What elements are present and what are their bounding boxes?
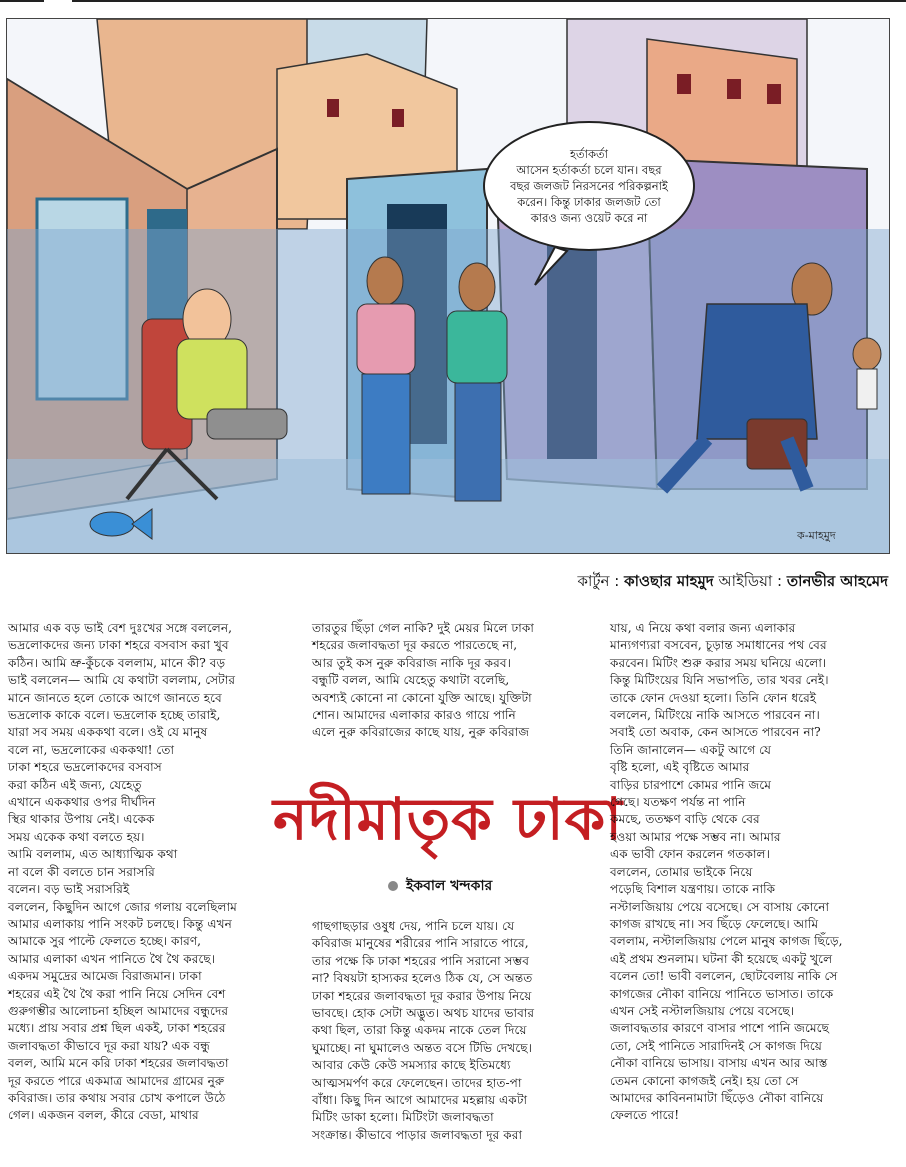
cartoonist-name: কাওছার মাহমুদ xyxy=(624,572,714,590)
article-column-2-bottom: গাছগাছড়ার ওষুধ দেয়, পানি চলে যায়। যে কবিরাজ মানুষের শরীরের পানি সারাতে পারে, তার পক্ষে কি ঢাকা শহরের পানি সরানো সম্ভব না? বিষয়টা হাস্যকর হলেও ঠিক যে, সে অন্তত ঢাকা শহরের জলাবদ্ধতা দূর করার উপায় নিয়ে ভাবছে। হোক সেটা অদ্ভুত। অথচ যাদের ভাবার কথা ছিল, তারা কিন্তু একদম নাকে তেল দিয়ে ঘুমাচ্ছে। না ঘুমালেও অন্তত বসে টিভি দেখছে। আবার কেউ কেউ সমস্যার কাছে ইতিমধ্যে আত্মসমর্পণ করে ফেলেছেন। তাদের হাত-পা বাঁধা। কিছু দিন আগে আমাদের মহল্লায় একটা মিটিং ডাকা হলো। মিটিংটা জলাবদ্ধতা সংক্রান্ত। কীভাবে পাড়ার জলাবদ্ধতা দূর করা xyxy=(312,919,535,1142)
article-column-1: আমার এক বড় ভাই বেশ দুঃখের সঙ্গে বললেন, ভদ্রলোকদের জন্য ঢাকা শহরে বসবাস করা খুব কঠিন। আমি ভ্রু-কুঁচকে বললাম, মানে কী? বড় ভাই বললেন— আমি যে কথাটা বললাম, সেটার মানে জানতে হলে তোকে আগে জানতে হবে ভদ্রলোক কাকে বলে। ভদ্রলোক হচ্ছে তারাই, যারা সব সময় এককথা বলে। ওই যে মানুষ বলে না, ভদ্রলোকের এককথা! তো ঢাকা শহরে ভদ্রলোকদের বসবাস করা কঠিন এই জন্য, যেহেতু এখানে এককথার ওপর দীর্ঘদিন স্থির থাকার উপায় নেই। একেক সময় একেক কথা বলতে হয়। আমি বললাম, এত আধ্যাত্মিক কথা না বলে কী বলতে চান সরাসরি বলেন। বড় ভাই সরাসরিই বললেন, কিছুদিন আগে জোর গলায় বলেছিলাম আমার এলাকায় পানি সংকট চলছে। কিন্তু এখন আমাকে সুর পাল্টে ফেলতে হচ্ছে। কারণ, আমার এলাকা এখন পানিতে থৈ থৈ করছে। একদম সমুদ্রের আমেজ বিরাজমান। ঢাকা শহরের এই থৈ থৈ করা পানি নিয়ে সেদিন বেশ গুরুগম্ভীর আলোচনা হচ্ছিল আমাদের বন্ধুদের মধ্যে। প্রায় সবার প্রশ্ন ছিল একই, ঢাকা শহরের জলাবদ্ধতা কীভাবে দূর করা যায়? এক বন্ধু বলল, আমি মনে করি ঢাকা শহরের জলাবদ্ধতা দূর করতে পারে একমাত্র আমাদের গ্রামের নুরু কবিরাজ। তার কথায় সবার চোখ কপালে উঠে গেল। একজন বলল, কীরে বেডা, মাথার xyxy=(8,621,237,1123)
idea-label: আইডিয়া : xyxy=(718,572,783,590)
speech-bubble-text: হর্তাকর্তা আসেন হর্তাকর্তা চলে যান। বছর বছর জলজট নিরসনের পরিকল্পনাই করেন। কিন্তু ঢাকার জলজট তো কারও জন্য ওয়েট করে না xyxy=(510,147,668,225)
speech-bubble xyxy=(483,121,695,251)
bullet-icon xyxy=(388,881,398,891)
article-column-3: যায়, এ নিয়ে কথা বলার জন্য এলাকার মান্যগণ্যরা বসবেন, চূড়ান্ত সমাধানের পথ বের করবেন। মিটিং শুরু করার সময় ঘনিয়ে এলো। কিন্তু মিটিংয়ের যিনি সভাপতি, তার খবর নেই। তাকে ফোন দেওয়া হলো। তিনি ফোন ধরেই বললেন, মিটিংয়ে নাকি আসতে পারবেন না। সবাই তো অবাক, কেন আসতে পারবেন না? তিনি জানালেন— একটু আগে যে বৃষ্টি হলো, এই বৃষ্টিতে আমার বাড়ির চারপাশে কোমর পানি জমে গেছে। যতক্ষণ পর্যন্ত না পানি কমছে, ততক্ষণ বাড়ি থেকে বের হওয়া আমার পক্ষে সম্ভব না। আমার এক ভাবী ফোন করলেন গতকাল। বললেন, তোমার ভাইকে নিয়ে পড়েছি বিশাল যন্ত্রণায়। তাকে নাকি নস্টালজিয়ায় পেয়ে বসেছে। সে বাসায় কোনো কাগজ রাখছে না। সব ছিঁড়ে ফেলেছে। আমি বললাম, নস্টালজিয়ায় পেলে মানুষ কাগজ ছিঁড়ে, এই প্রথম শুনলাম। ঘটনা কী হয়েছে একটু খুলে বলেন তো! ভাবী বললেন, ছোটবেলায় নাকি সে কাগজের নৌকা বানিয়ে পানিতে ভাসাত। তাকে এখন সেই নস্টালজিয়ায় পেয়ে বসেছে। জলাবদ্ধতার কারণে বাসার পাশে পানি জমেছে তো, সেই পানিতে সারাদিনই সে কাগজ দিয়ে নৌকা বানিয়ে ভাসায়। বাসায় এখন আর আস্ত তেমন কোনো কাগজই নেই। হয় তো সে আমাদের কাবিননামাটা ছিঁড়েও নৌকা বানিয়ে ফেলতে পারে! xyxy=(610,621,843,1123)
article-headline: নদীমাতৃক ঢাকা xyxy=(272,785,624,853)
editorial-cartoon xyxy=(6,18,890,554)
article-byline xyxy=(388,874,492,898)
idea-by-name: তানভীর আহমেদ xyxy=(786,572,888,590)
cartoon-credit xyxy=(578,570,888,595)
cartoon-label: কার্টুন : xyxy=(577,572,620,590)
article-column-2-top: তারতুর ছিঁড়া গেল নাকি? দুই মেয়র মিলে ঢাকা শহরের জলাবদ্ধতা দূর করতে পারতেছে না, আর তুই কস নুরু কবিরাজ নাকি দূর করব। বন্ধুটি বলল, আমি যেহেতু কথাটা বলেছি, অবশ্যই কোনো না কোনো যুক্তি আছে। যুক্তিটা শোন। আমাদের এলাকার কারও গায়ে পানি এলে নুরু কবিরাজের কাছে যায়, নুরু কবিরাজ xyxy=(312,621,534,740)
author-name: ইকবাল খন্দকার xyxy=(406,878,493,894)
cartoon-signature: ক-মাহমুদ xyxy=(797,529,836,542)
cartoon-illustration xyxy=(7,19,889,553)
top-rule xyxy=(0,0,906,6)
